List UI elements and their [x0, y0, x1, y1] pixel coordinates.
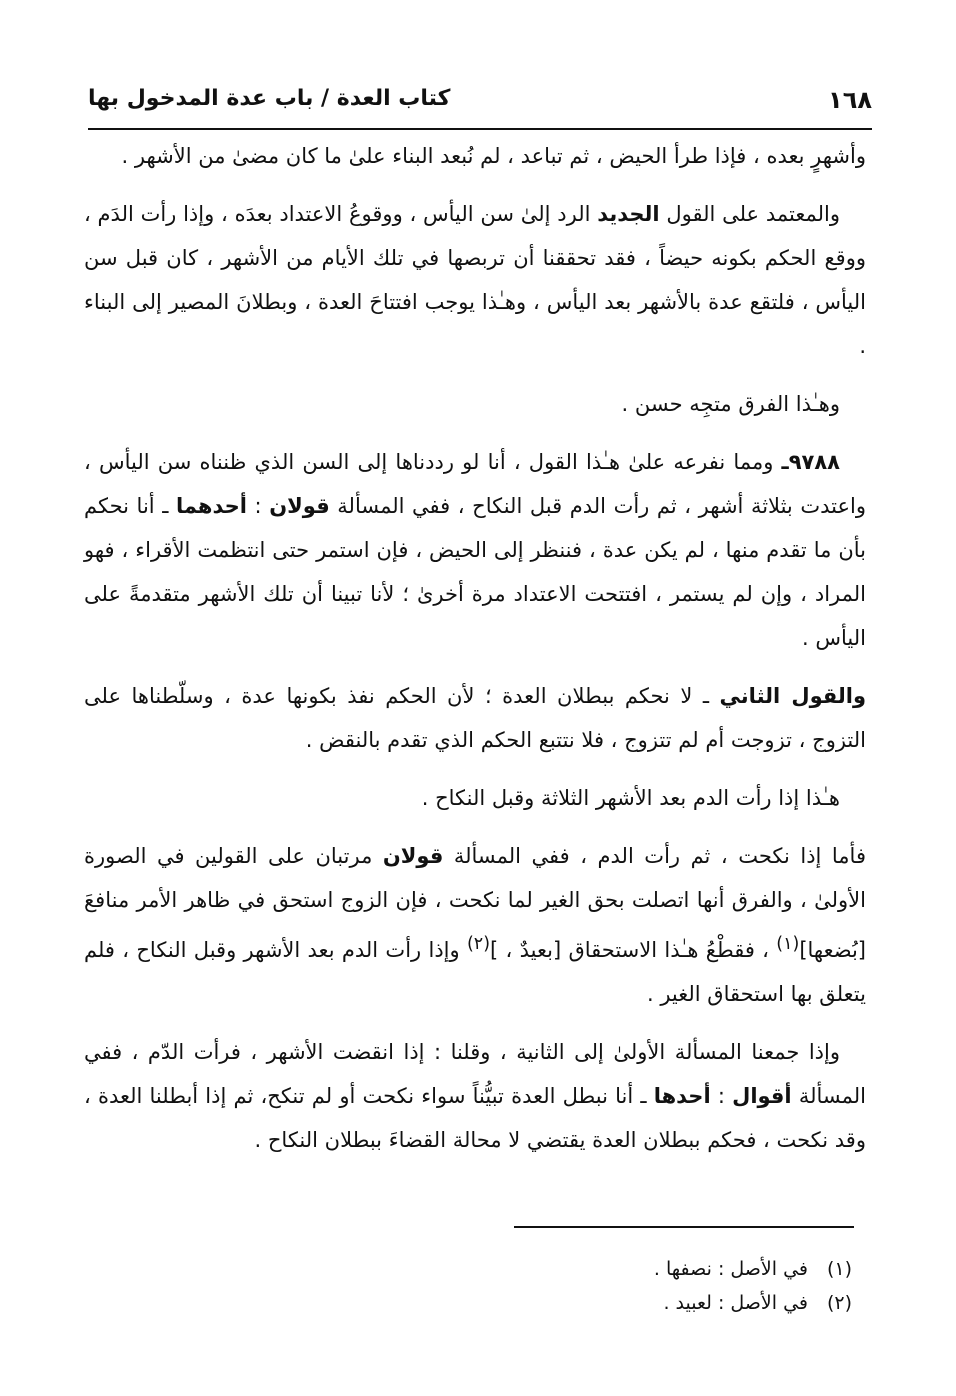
page-number: ١٦٨ [828, 86, 872, 114]
term-qawlan-2: قولان [382, 844, 444, 868]
paragraph-8 [84, 1030, 866, 1162]
paragraph-6 [84, 776, 866, 820]
footnote-divider [514, 1226, 854, 1228]
term-qawlan: قولان [269, 494, 330, 518]
paragraph-8-text: وإذا جمعنا المسألة الأولىٰ إلى الثانية ، وقلنا : إذا انقضت الأشهر ، فرأت الدّم ، ففي المسألة [84, 1040, 866, 1108]
paragraph-7 [84, 834, 866, 1016]
footnote-ref-2[interactable]: (٢) [466, 934, 491, 954]
paragraph-1 [84, 134, 866, 178]
paragraph-3-text: وهـٰذا الفرق متجِه حسن . [621, 392, 840, 416]
footnote-2-text: في الأصل : لعبيد . [663, 1292, 808, 1314]
chapter-title: كتاب العدة / باب عدة المدخول بها [88, 86, 451, 111]
paragraph-6-text: هـٰذا إذا رأت الدم بعد الأشهر الثلاثة وقبل النكاح . [421, 786, 840, 810]
footnote-ref-1[interactable]: (١) [776, 934, 800, 954]
section-number: ٩٧٨٨ـ [781, 450, 840, 474]
main-text [84, 134, 866, 1176]
paragraph-8-text-cont: ـ أنا نبطل العدة تبيُّناً سواء نكحت أو لم تنكح، ثم إذا أبطلنا العدة ، وقد نكحت ، فحكم ببطلان العدة يقتضي لا محالة القضاءَ ببطلان النكاح . [84, 1084, 866, 1152]
term-ahaduha: أحدها [653, 1084, 711, 1108]
paragraph-5 [84, 674, 866, 762]
term-second-opinion: والقول الثاني [719, 684, 867, 708]
paragraph-4 [84, 440, 866, 660]
footnotes [212, 1252, 852, 1320]
paragraph-4-text: ومما نفرعه علىٰ هـٰذا القول ، أنا لو رددناها إلى السن الذي ظنناه سن اليأس ، واعتدت بثلاثة أشهر ، ثم رأت الدم قبل النكاح ، ففي المسألة [84, 450, 866, 518]
paragraph-1-text: وأشهرٍ بعده ، فإذا طرأ الحيض ، ثم تباعد ، لم نُبعد البناء علىٰ ما كان مضىٰ من الأشهر . [121, 144, 866, 168]
paragraph-7-text-cont-3: وإذا رأت الدم بعد الأشهر وقبل النكاح ، فلم يتعلق بها استحقاق الغير . [84, 938, 866, 1006]
footnote-2-number: (٢) [826, 1292, 852, 1314]
paragraph-2-text: والمعتمد على القول [659, 202, 840, 226]
running-header [88, 80, 872, 130]
term-aqwal: أقوال [732, 1084, 792, 1108]
paragraph-3 [84, 382, 866, 426]
footnote-1 [212, 1252, 852, 1286]
paragraph-2-text-cont: الرد إلىٰ سن اليأس ، ووقوعُ الاعتداد بعدَه ، وإذا رأت الدَم ، ووقع الحكم بكونه حيضاً ، فقد تحققنا أن تربصها في تلك الأيام من الأشهر ، كان قبل سن اليأس ، فلتقع عدة بالأشهر بعد اليأس ، وهـٰذا يوجب افتتاحَ العدة ، وبطلانَ المصير إلى البناء . [84, 202, 866, 358]
footnote-1-number: (١) [826, 1258, 852, 1280]
paragraph-2 [84, 192, 866, 368]
term-jadid: الجديد [597, 202, 660, 226]
paragraph-7-text-cont-2: ، فقطْعُ هـٰذا الاستحقاق [بعيدٌ ، ] [490, 938, 777, 962]
footnote-2 [212, 1286, 852, 1320]
colon: : [246, 494, 270, 518]
paragraph-4-text-cont: ـ أنا نحكم بأن ما تقدم منها ، لم يكن عدة ، فننظر إلى الحيض ، فإن استمر حتى انتظمت الأقراء ، فهو المراد ، وإن لم يستمر ، افتتحت الاعتداد مرة أخرىٰ ؛ لأنا تبينا أن تلك الأشهر متقدمةً على اليأس . [84, 494, 866, 650]
paragraph-7-text: فأما إذا نكحت ، ثم رأت الدم ، ففي المسألة [443, 844, 866, 868]
colon-2: : [710, 1084, 733, 1108]
paragraph-7-text-cont: مرتبان على القولين في الصورة الأولىٰ ، والفرق أنها اتصلت بحق الغير لما نكحت ، فإن الزوج استحق في ظاهر الأمر منافعَ [بُضعها] [84, 844, 866, 962]
footnote-1-text: في الأصل : نصفها . [653, 1258, 808, 1280]
paragraph-5-text: ـ لا نحكم ببطلان العدة ؛ لأن الحكم نفذ بكونها عدة ، وسلّطناها على التزوج ، تزوجت أم لم تتزوج ، فلا نتتبع الحكم الذي تقدم بالنقض . [84, 684, 866, 752]
term-ahaduhuma: أحدهما [175, 494, 247, 518]
